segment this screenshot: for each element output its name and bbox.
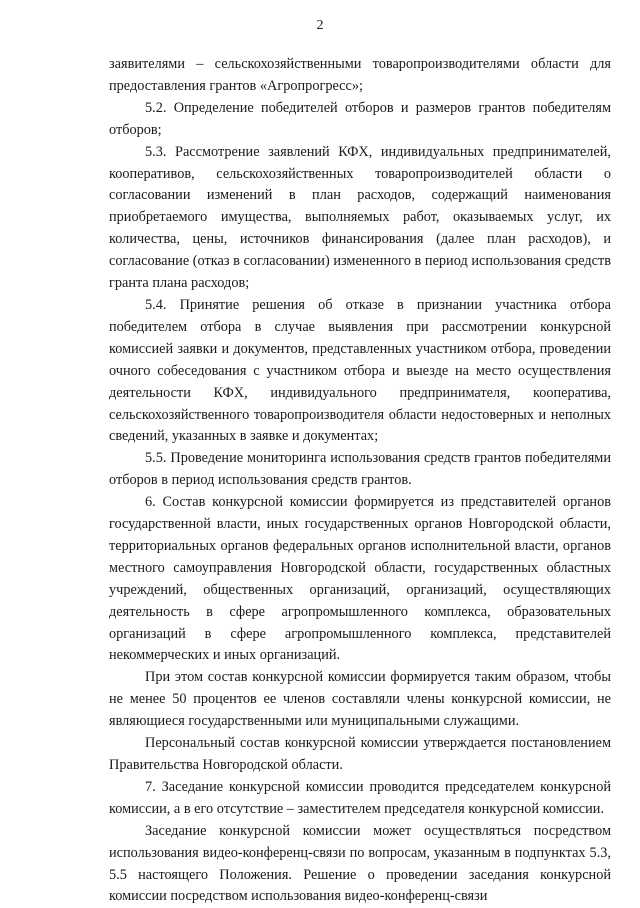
paragraph-5-5: 5.5. Проведение мониторинга использования средств грантов победителями отборов в период использования средств грантов.	[109, 450, 611, 489]
paragraph-7: 7. Заседание конкурсной комиссии проводится председателем конкурсной комиссии, а в его отсутствие – заместителем председателя конкурсной комиссии.	[109, 778, 611, 817]
paragraph-continuation: заявителями – сельскохозяйственными товаропроизводителями области для предоставления грантов «Агропрогресс»;	[109, 56, 611, 94]
paragraph-5-3: 5.3. Рассмотрение заявлений КФХ, индивидуальных предпринимателей, кооперативов, сельскохозяйственных товаропроизводителей области о согласовании изменений в план расходов, содержащий наименования приобретаемого имущества, выполняемых работ, оказываемых услуг, их количества, цены, источников финансирования (далее план расходов), и согласование (отказ в согласовании) измененного в период использования средств гранта плана расходов;	[109, 143, 611, 292]
paragraph-composition: При этом состав конкурсной комиссии формируется таким образом, чтобы не менее 50 процентов ее членов составляли члены конкурсной комиссии, не являющиеся государственными или муниципальными служащими.	[109, 669, 611, 730]
paragraph-video-conference: Заседание конкурсной комиссии может осуществляться посредством использования видео-конференц-связи по вопросам, указанным в подпунктах 5.3, 5.5 настоящего Положения. Решение о проведении заседания конкурсной комиссии посредством использования видео-конференц-связи	[109, 822, 611, 905]
document-body	[109, 54, 611, 908]
paragraph-5-4: 5.4. Принятие решения об отказе в признании участника отбора победителем отбора в случае выявления при рассмотрении конкурсной комиссией заявки и документов, представленных участником отбора, проведении очного собеседования с участником отбора и выезде на место осуществления деятельности КФХ, индивидуального предпринимателя, кооператива, сельскохозяйственного товаропроизводителя области недостоверных и неполных сведений, указанных в заявке и документах;	[109, 296, 611, 445]
paragraph-5-2: 5.2. Определение победителей отборов и размеров грантов победителям отборов;	[109, 99, 611, 138]
paragraph-6: 6. Состав конкурсной комиссии формируется из представителей органов государственной власти, иных государственных органов Новгородской области, территориальных органов федеральных органов исполнительной власти, органов местного самоуправления Новгородской области, государственных областных учреждений, общественных организаций, организаций, осуществляющих деятельность в сфере агропромышленного комплекса, образовательных организаций в сфере агропромышленного комплекса, представителей некоммерческих и иных организаций.	[109, 494, 611, 664]
paragraph-personal-composition: Персональный состав конкурсной комиссии утверждается постановлением Правительства Новгородской области.	[109, 735, 611, 773]
page-number: 2	[316, 18, 324, 33]
